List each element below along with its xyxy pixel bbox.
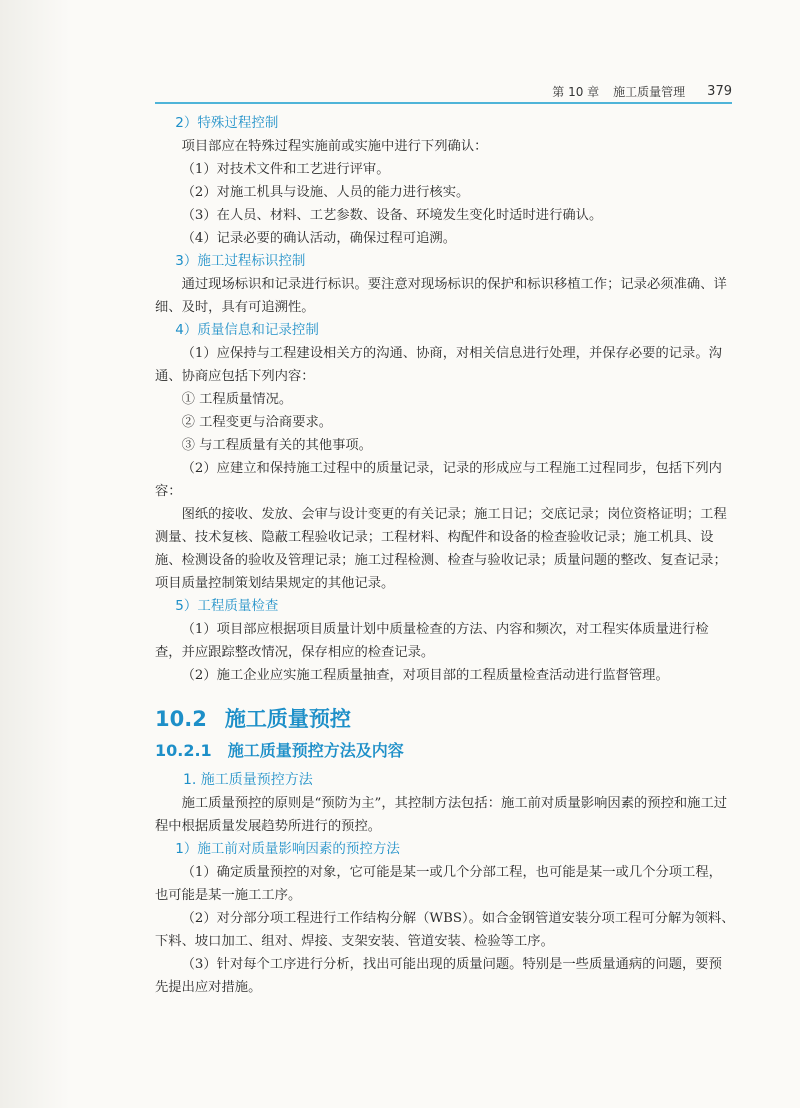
subsection-number: 10.2.1 [155,741,212,760]
paragraph: 施工质量预控的原则是“预防为主”，其控制方法包括：施工前对质量影响因素的预控和施工过程中根据质量发展趋势所进行的预控。 [155,796,728,834]
page-number: 379 [707,83,732,99]
subsection-title: 施工质量预控方法及内容 [227,741,404,760]
paragraph: （2）对分部分项工程进行工作结构分解（WBS）。如合金钢管道安装分项工程可分解为领料、下料、坡口加工、组对、焊接、支架安装、管道安装、检验等工序。 [155,911,735,949]
chapter-label: 第 10 章 [552,84,600,99]
subsection-heading [155,738,735,764]
paragraph: 通过现场标识和记录进行标识。要注意对现场标识的保护和标识移植工作；记录必须准确、详细、及时，具有可追溯性。 [155,277,727,315]
paragraph: （3）针对每个工序进行分析，找出可能出现的质量问题。特别是一些质量通病的问题，要预先提出应对措施。 [155,957,722,995]
paragraph: 图纸的接收、发放、会审与设计变更的有关记录；施工日记；交底记录；岗位资格证明；工程测量、技术复核、隐蔽工程验收记录；工程材料、构配件和设备的检查验收记录；施工机具、设施、检测设备的验收及管理记录；施工过程检测、检查与验收记录；质量问题的整改、复查记录；项目质量控制策划结果规定的其他记录。 [155,507,727,591]
list-item: （4）记录必要的确认活动，确保过程可追溯。 [181,231,456,246]
paragraph: （1）项目部应根据项目质量计划中质量检查的方法、内容和频次，对工程实体质量进行检查，并应跟踪整改情况，保存相应的检查记录。 [155,622,709,660]
paragraph: 项目部应在特殊过程实施前或实施中进行下列确认： [181,139,488,154]
list-item: ③ 与工程质量有关的其他事项。 [181,438,372,453]
paragraph: （1）应保持与工程建设相关方的沟通、协商，对相关信息进行处理，并保存必要的记录。沟通、协商应包括下列内容： [155,346,722,384]
section-number: 10.2 [155,707,207,731]
paragraph: （2）施工企业应实施工程质量抽查，对项目部的工程质量检查活动进行监督管理。 [181,668,669,683]
minor-heading: 1. 施工质量预控方法 [183,772,313,788]
subheading-preconstruction: 1）施工前对质量影响因素的预控方法 [175,841,400,857]
list-item: （2）对施工机具与设施、人员的能力进行核实。 [181,185,470,200]
subheading-inspection: 5）工程质量检查 [175,598,279,614]
subheading-special-process: 2）特殊过程控制 [175,115,279,131]
header-rule [155,102,732,104]
list-item: （1）对技术文件和工艺进行评审。 [181,162,390,177]
list-item: ② 工程变更与洽商要求。 [181,415,333,430]
subheading-identification: 3）施工过程标识控制 [175,253,306,269]
section-title: 施工质量预控 [224,707,351,731]
paragraph: （2）应建立和保持施工过程中的质量记录，记录的形成应与工程施工过程同步，包括下列内容： [155,461,722,499]
page-body [155,112,735,999]
list-item: ① 工程质量情况。 [181,392,293,407]
list-item: （3）在人员、材料、工艺参数、设备、环境发生变化时适时进行确认。 [181,208,603,223]
page-gutter-shadow [0,0,70,1108]
chapter-title: 施工质量管理 [613,84,686,99]
section-heading [155,702,735,736]
running-header [155,80,732,102]
subheading-records: 4）质量信息和记录控制 [175,322,319,338]
paragraph: （1）确定质量预控的对象，它可能是某一或几个分部工程，也可能是某一或几个分项工程，也可能是某一施工工序。 [155,865,722,903]
